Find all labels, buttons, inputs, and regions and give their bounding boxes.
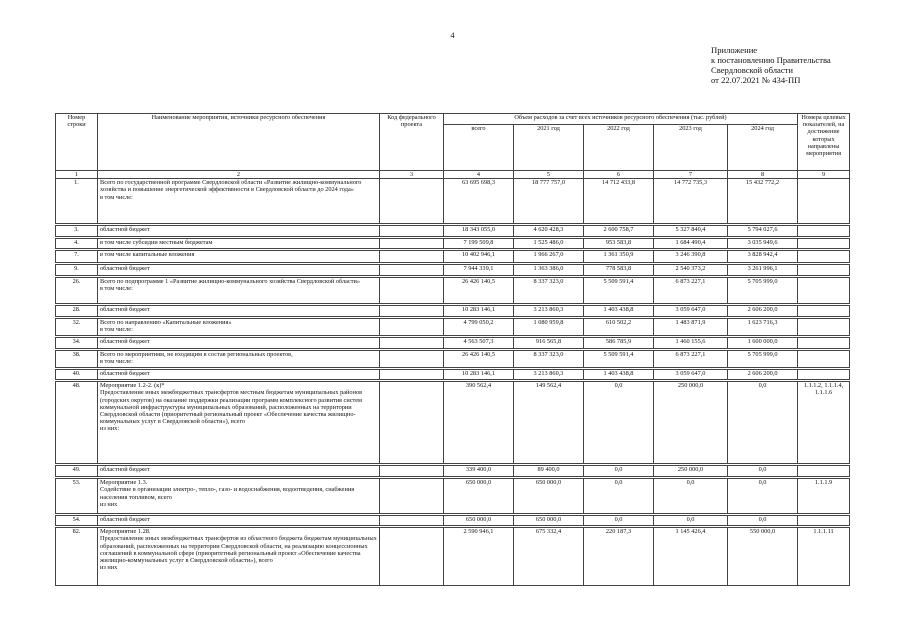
column-number: 9 [798, 171, 850, 179]
table-row [56, 179, 850, 224]
name-cell: в том числе субсидии местным бюджетам [98, 239, 380, 249]
targets-cell [798, 306, 850, 317]
total-cell: 26 426 140,5 [444, 351, 514, 368]
column-numbers-row [56, 171, 850, 179]
targets-cell [798, 251, 850, 263]
amount-2022-cell: 14 712 433,8 [584, 179, 654, 224]
name-cell: областной бюджет [98, 306, 380, 317]
amount-2021-cell: 8 337 323,0 [514, 351, 584, 368]
amount-2024-cell: 1 600 000,0 [728, 338, 798, 349]
name-cell: областной бюджет [98, 338, 380, 349]
total-cell: 650 000,0 [444, 479, 514, 514]
amount-2024-cell: 0,0 [728, 479, 798, 514]
total-cell: 7 199 509,8 [444, 239, 514, 249]
amount-2022-cell: 2 600 758,7 [584, 226, 654, 237]
total-cell: 650 000,0 [444, 516, 514, 526]
amount-2024-cell: 550 000,0 [728, 528, 798, 586]
targets-cell [798, 179, 850, 224]
total-cell: 10 283 146,1 [444, 370, 514, 380]
header-row-number: Номер строки [56, 114, 98, 171]
table-row [56, 239, 850, 249]
table-row [56, 516, 850, 526]
amount-2021-cell: 89 400,0 [514, 466, 584, 477]
targets-cell [798, 278, 850, 304]
amount-2023-cell: 5 327 840,4 [654, 226, 728, 237]
amount-2024-cell: 15 432 772,2 [728, 179, 798, 224]
targets-cell [798, 370, 850, 380]
project-code-cell [380, 251, 444, 263]
amount-2024-cell: 5 705 999,0 [728, 278, 798, 304]
name-cell: областной бюджет [98, 265, 380, 276]
row-number-cell: 32. [56, 319, 98, 336]
amount-2022-cell: 0,0 [584, 479, 654, 514]
name-cell: областной бюджет [98, 370, 380, 380]
appendix-decree: к постановлению Правительства [711, 55, 831, 65]
row-number-cell: 82. [56, 528, 98, 586]
project-code-cell [380, 479, 444, 514]
amount-2022-cell: 1 403 438,8 [584, 306, 654, 317]
amount-2023-cell: 6 873 227,1 [654, 351, 728, 368]
column-number: 7 [654, 171, 728, 179]
name-cell: в том числе капитальные вложения [98, 251, 380, 263]
row-number-cell: 9. [56, 265, 98, 276]
targets-cell: 1.1.1.2, 1.1.1.4, 1.1.1.6 [798, 382, 850, 464]
project-code-cell [380, 528, 444, 586]
page-number: 4 [450, 31, 455, 40]
amount-2022-cell: 5 509 591,4 [584, 351, 654, 368]
amount-2024-cell: 3 828 942,4 [728, 251, 798, 263]
table-row [56, 306, 850, 317]
amount-2022-cell: 586 785,9 [584, 338, 654, 349]
total-cell: 63 695 698,3 [444, 179, 514, 224]
project-code-cell [380, 278, 444, 304]
name-cell: Всего по направлению «Капитальные вложения» в том числе: [98, 319, 380, 336]
table-row [56, 382, 850, 464]
table-row [56, 265, 850, 276]
total-cell: 390 562,4 [444, 382, 514, 464]
row-number-cell: 26. [56, 278, 98, 304]
total-cell: 18 343 055,0 [444, 226, 514, 237]
column-number: 3 [380, 171, 444, 179]
amount-2021-cell: 8 337 323,0 [514, 278, 584, 304]
header-2021: 2021 год [514, 125, 584, 171]
amount-2022-cell: 0,0 [584, 382, 654, 464]
amount-2024-cell: 0,0 [728, 516, 798, 526]
name-cell: Всего по государственной программе Свердловской области «Развитие жилищно-коммунального хозяйства и повышение энергетической эффективности в Свердловской области до 2024 года» в том числе: [98, 179, 380, 224]
row-number-cell: 49. [56, 466, 98, 477]
row-number-cell: 28. [56, 306, 98, 317]
amount-2023-cell: 1 483 871,9 [654, 319, 728, 336]
amount-2022-cell: 0,0 [584, 466, 654, 477]
amount-2023-cell: 0,0 [654, 479, 728, 514]
targets-cell [798, 466, 850, 477]
header-2024: 2024 год [728, 125, 798, 171]
row-number-cell: 1. [56, 179, 98, 224]
amount-2021-cell: 3 213 860,3 [514, 306, 584, 317]
amount-2024-cell: 5 794 027,6 [728, 226, 798, 237]
row-number-cell: 53. [56, 479, 98, 514]
total-cell: 4 563 507,3 [444, 338, 514, 349]
amount-2021-cell: 1 966 267,0 [514, 251, 584, 263]
header-2023: 2023 год [654, 125, 728, 171]
table-row [56, 338, 850, 349]
header-volume: Объем расходов за счет всех источников ресурсного обеспечения (тыс. рублей) [444, 114, 798, 125]
column-number: 8 [728, 171, 798, 179]
total-cell: 4 799 050,2 [444, 319, 514, 336]
targets-cell: 1.1.1.9 [798, 479, 850, 514]
amount-2022-cell: 0,0 [584, 516, 654, 526]
amount-2022-cell: 1 403 438,8 [584, 370, 654, 380]
amount-2021-cell: 916 565,8 [514, 338, 584, 349]
amount-2024-cell: 5 705 999,0 [728, 351, 798, 368]
amount-2024-cell: 2 606 200,0 [728, 370, 798, 380]
amount-2023-cell: 0,0 [654, 516, 728, 526]
column-number: 5 [514, 171, 584, 179]
amount-2022-cell: 610 502,2 [584, 319, 654, 336]
project-code-cell [380, 179, 444, 224]
amount-2021-cell: 1 363 386,0 [514, 265, 584, 276]
name-cell: областной бюджет [98, 516, 380, 526]
header-project-code: Код федерального проекта [380, 114, 444, 171]
name-cell: Мероприятие 1.2-2. (к)* Предоставление иных межбюджетных трансфертов местным бюджетам муниципальных районов (городских округов) на оказание поддержки реализации программ комплексного развития систем коммунальной инфраструктуры муниципальных образований, расположенных на территории Свердловской области (приоритетный региональный проект «Обеспечение качества жилищно-коммунальных услуг в Свердловской области»), всего из них: [98, 382, 380, 464]
name-cell: областной бюджет [98, 466, 380, 477]
appendix-title: Приложение [711, 45, 758, 55]
project-code-cell [380, 370, 444, 380]
amount-2023-cell: 3 059 647,0 [654, 306, 728, 317]
targets-cell [798, 338, 850, 349]
targets-cell [798, 226, 850, 237]
amount-2023-cell: 6 873 227,1 [654, 278, 728, 304]
row-number-cell: 4. [56, 239, 98, 249]
table-row [56, 351, 850, 368]
amount-2023-cell: 1 460 155,6 [654, 338, 728, 349]
project-code-cell [380, 306, 444, 317]
total-cell: 7 944 339,1 [444, 265, 514, 276]
table-row [56, 528, 850, 586]
project-code-cell [380, 265, 444, 276]
table-row [56, 319, 850, 336]
table-row [56, 466, 850, 477]
amount-2022-cell: 953 583,8 [584, 239, 654, 249]
project-code-cell [380, 351, 444, 368]
amount-2023-cell: 250 000,0 [654, 466, 728, 477]
name-cell: Всего по мероприятиям, не входящим в состав региональных проектов, в том числе: [98, 351, 380, 368]
amount-2023-cell: 250 000,0 [654, 382, 728, 464]
row-number-cell: 7. [56, 251, 98, 263]
name-cell: Мероприятие 1.3. Содействие в организации электро-, тепло-, газо- и водоснабжения, водоотведения, снабжения населения топливом, всего из них [98, 479, 380, 514]
header-2022: 2022 год [584, 125, 654, 171]
total-cell: 10 402 946,1 [444, 251, 514, 263]
amount-2021-cell: 4 620 428,3 [514, 226, 584, 237]
amount-2023-cell: 1 145 426,4 [654, 528, 728, 586]
amount-2024-cell: 3 261 996,1 [728, 265, 798, 276]
amount-2021-cell: 1 080 959,8 [514, 319, 584, 336]
targets-cell [798, 319, 850, 336]
amount-2023-cell: 1 684 490,4 [654, 239, 728, 249]
table-body [56, 179, 850, 586]
name-cell: областной бюджет [98, 226, 380, 237]
amount-2021-cell: 675 332,4 [514, 528, 584, 586]
amount-2024-cell: 1 623 716,3 [728, 319, 798, 336]
header-total: всего [444, 125, 514, 171]
amount-2021-cell: 650 000,0 [514, 516, 584, 526]
total-cell: 26 426 140,5 [444, 278, 514, 304]
amount-2024-cell: 0,0 [728, 382, 798, 464]
project-code-cell [380, 319, 444, 336]
column-number: 1 [56, 171, 98, 179]
amount-2023-cell: 3 246 390,8 [654, 251, 728, 263]
row-number-cell: 3. [56, 226, 98, 237]
amount-2023-cell: 3 059 647,0 [654, 370, 728, 380]
column-number: 2 [98, 171, 380, 179]
amount-2022-cell: 1 361 350,9 [584, 251, 654, 263]
table-row [56, 370, 850, 380]
amount-2023-cell: 14 772 735,3 [654, 179, 728, 224]
appendix-date: от 22.07.2021 № 434-ПП [711, 75, 801, 85]
row-number-cell: 38. [56, 351, 98, 368]
amount-2021-cell: 149 562,4 [514, 382, 584, 464]
row-number-cell: 54. [56, 516, 98, 526]
header-targets: Номера целевых показателей, на достижение которых направлены мероприятия [798, 114, 850, 171]
total-cell: 339 400,0 [444, 466, 514, 477]
amount-2024-cell: 0,0 [728, 466, 798, 477]
header-name: Наименование мероприятия, источники ресурсного обеспечения [98, 114, 380, 171]
targets-cell [798, 516, 850, 526]
table-row [56, 278, 850, 304]
project-code-cell [380, 226, 444, 237]
amount-2021-cell: 650 000,0 [514, 479, 584, 514]
targets-cell [798, 239, 850, 249]
amount-2021-cell: 1 525 486,0 [514, 239, 584, 249]
appendix-block [711, 45, 831, 85]
amount-2023-cell: 2 540 373,2 [654, 265, 728, 276]
table-row [56, 226, 850, 237]
name-cell: Всего по подпрограмме 1 «Развитие жилищно-коммунального хозяйства Свердловской области» в том числе: [98, 278, 380, 304]
amount-2022-cell: 778 583,8 [584, 265, 654, 276]
name-cell: Мероприятие 1.28. Предоставление иных межбюджетных трансфертов из областного бюджета бюджетам муниципальных образований, расположенных на территории Свердловской области, на реализацию концессионных соглашений в коммунальной сфере (приоритетный региональный проект «Обеспечение качества жилищно-коммунальных услуг в Свердловской области»), всего из них [98, 528, 380, 586]
resource-table [55, 113, 850, 586]
amount-2022-cell: 220 187,3 [584, 528, 654, 586]
amount-2022-cell: 5 509 591,4 [584, 278, 654, 304]
amount-2024-cell: 3 035 949,6 [728, 239, 798, 249]
row-number-cell: 48. [56, 382, 98, 464]
total-cell: 10 283 146,1 [444, 306, 514, 317]
total-cell: 2 590 946,1 [444, 528, 514, 586]
amount-2021-cell: 3 213 860,3 [514, 370, 584, 380]
table-row [56, 251, 850, 263]
project-code-cell [380, 239, 444, 249]
project-code-cell [380, 382, 444, 464]
column-number: 6 [584, 171, 654, 179]
table-row [56, 479, 850, 514]
appendix-region: Свердловской области [711, 65, 794, 75]
targets-cell: 1.1.1.11 [798, 528, 850, 586]
row-number-cell: 34. [56, 338, 98, 349]
amount-2024-cell: 2 606 200,0 [728, 306, 798, 317]
row-number-cell: 40. [56, 370, 98, 380]
targets-cell [798, 351, 850, 368]
project-code-cell [380, 338, 444, 349]
project-code-cell [380, 516, 444, 526]
targets-cell [798, 265, 850, 276]
amount-2021-cell: 18 777 757,0 [514, 179, 584, 224]
project-code-cell [380, 466, 444, 477]
column-number: 4 [444, 171, 514, 179]
